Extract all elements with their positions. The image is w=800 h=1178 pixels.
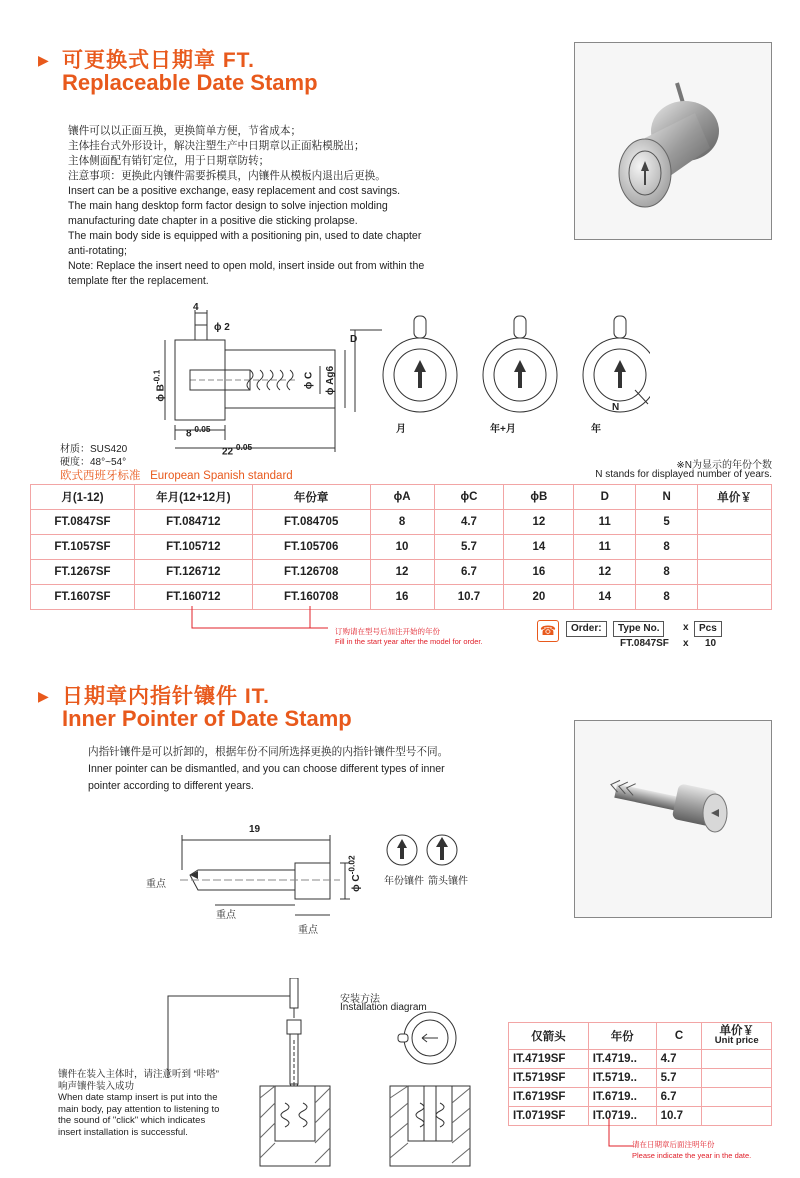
table-header: N	[636, 485, 698, 510]
table-cell	[698, 535, 772, 560]
table-cell: IT.6719SF	[509, 1088, 589, 1107]
desc-line: The main body side is equipped with a positioning pin, used to date chapter	[68, 230, 422, 242]
desc-line: 内指针镶件是可以折卸的，根据年份不同所选择更换的内指针镶件型号不同。	[88, 746, 449, 758]
label-point-3: 重点	[298, 925, 318, 936]
inner-pointer-photo	[574, 720, 772, 918]
section2-bullet-icon: ▶	[38, 688, 49, 704]
section1-bullet-icon: ▶	[38, 52, 49, 68]
order-type-label: Type No.	[613, 621, 664, 637]
table-cell: 16	[370, 585, 434, 610]
inner-pointer-spec-table	[508, 1022, 772, 1126]
section1-title-en: Replaceable Date Stamp	[62, 70, 318, 95]
table-cell: FT.105706	[252, 535, 370, 560]
table-cell: FT.160708	[252, 585, 370, 610]
table-cell: IT.6719..	[588, 1088, 656, 1107]
dim-4: 4	[193, 302, 199, 313]
table-cell: FT.1057SF	[31, 535, 135, 560]
table-cell: 14	[504, 535, 574, 560]
table-header: 年份章	[252, 485, 370, 510]
order-example-qty: 10	[705, 638, 717, 649]
desc-line: template fter the replacement.	[68, 275, 209, 287]
dim-N: N	[612, 402, 620, 413]
table-header-row	[509, 1023, 772, 1050]
n-note-cn: ※N为显示的年份个数	[676, 460, 772, 471]
order-example-type: FT.0847SF	[620, 638, 669, 649]
table-cell	[698, 560, 772, 585]
table-cell	[702, 1088, 772, 1107]
table-header: 月(1-12)	[31, 485, 135, 510]
desc-line: anti-rotating;	[68, 245, 127, 257]
table-header: 年份	[588, 1023, 656, 1050]
fill-note-en: Fill in the start year after the model for order.	[335, 637, 483, 646]
hardness-label: 硬度：48°~54°	[60, 457, 127, 468]
table-cell: 4.7	[434, 510, 504, 535]
dim-phiC: ϕ C	[303, 371, 315, 390]
table-header: ϕC	[434, 485, 504, 510]
desc-line: Note: Replace the insert need to open mold, insert inside out from within the	[68, 260, 425, 272]
fill-note-cn: 订购请在型号后加注开始的年份	[335, 627, 440, 636]
table-cell: 8	[636, 535, 698, 560]
table-header: 仅箭头	[509, 1023, 589, 1050]
table-cell: 11	[574, 535, 636, 560]
table-cell: IT.0719..	[588, 1107, 656, 1126]
desc-line: The main hang desktop form factor design to solve injection molding	[68, 200, 388, 212]
desc-line: 主体挂台式外形设计，解决注塑生产中日期章以正面粘模脱出；	[68, 140, 365, 152]
table-cell: 16	[504, 560, 574, 585]
material-label: 材质：SUS420	[60, 444, 128, 455]
table-cell: FT.160712	[134, 585, 252, 610]
n-note-en: N stands for displayed number of years.	[595, 469, 772, 480]
table-cell: FT.1267SF	[31, 560, 135, 585]
table-cell	[702, 1107, 772, 1126]
desc-line: 镶件可以以正面互换，更换简单方便，节省成本；	[68, 125, 302, 137]
section1-description	[68, 124, 478, 289]
note-line: When date stamp insert is put into the	[58, 1092, 218, 1103]
table-row	[509, 1107, 772, 1126]
table-cell: 12	[504, 510, 574, 535]
table-cell: FT.105712	[134, 535, 252, 560]
table-cell: 12	[574, 560, 636, 585]
section2-description	[88, 744, 488, 795]
date-note-cn: 请在日期章后面注明年份	[632, 1140, 715, 1149]
table-row	[509, 1088, 772, 1107]
table-cell: FT.1607SF	[31, 585, 135, 610]
table-header: D	[574, 485, 636, 510]
date-note-en: Please indicate the year in the date.	[632, 1151, 752, 1160]
table-cell: 11	[574, 510, 636, 535]
note-line: main body, pay attention to listening to	[58, 1103, 220, 1115]
table-header: C	[656, 1023, 702, 1050]
table-cell: 5.7	[656, 1069, 702, 1088]
table-cell: 6.7	[434, 560, 504, 585]
dim-phiB: ϕ $B^{-0.1}$	[151, 369, 167, 402]
order-x2: x	[683, 638, 689, 649]
table-cell: 8	[636, 585, 698, 610]
table-cell: 4.7	[656, 1050, 702, 1069]
table-header: 年月(12+12月)	[134, 485, 252, 510]
install-title-cn: 安装方法	[340, 994, 380, 1005]
label-year-insert: 年份镶件	[384, 876, 424, 887]
table-cell: 8	[370, 510, 434, 535]
table-cell: 5	[636, 510, 698, 535]
table-cell: 10.7	[434, 585, 504, 610]
table-cell	[702, 1069, 772, 1088]
table-cell: IT.5719..	[588, 1069, 656, 1088]
install-title-en: Installation diagram	[340, 1002, 427, 1013]
table-cell: FT.084712	[134, 510, 252, 535]
dim-19: 19	[249, 824, 261, 835]
label-year: 年	[591, 424, 601, 435]
table-cell: IT.4719SF	[509, 1050, 589, 1069]
dim-phi2: ϕ 2	[214, 322, 230, 333]
click-note	[58, 1069, 258, 1138]
table-row	[31, 585, 772, 610]
table-cell: FT.126708	[252, 560, 370, 585]
table-header	[702, 1023, 772, 1050]
table-row	[509, 1050, 772, 1069]
unit-price-cn: 单价￥	[719, 1025, 754, 1037]
fill-note-bracket	[190, 606, 330, 636]
table-cell: 20	[504, 585, 574, 610]
dim-22: $22^{-0.05}$	[222, 442, 253, 458]
desc-line: 注意事项：更换此内镶件需要拆模具，内镶件从模板内退出后更换。	[68, 170, 386, 182]
table-cell: FT.126712	[134, 560, 252, 585]
table-cell	[698, 510, 772, 535]
phone-icon: ☎	[537, 620, 559, 642]
table-cell: FT.084705	[252, 510, 370, 535]
table-header: 单价￥	[698, 485, 772, 510]
table-cell: IT.0719SF	[509, 1107, 589, 1126]
table-row	[31, 535, 772, 560]
section2-title-cn: 日期章内指针镶件 IT.	[62, 685, 271, 708]
label-point-2: 重点	[216, 910, 236, 921]
table-header-row	[31, 485, 772, 510]
table-cell: IT.4719..	[588, 1050, 656, 1069]
table-cell	[702, 1050, 772, 1069]
date-stamp-photo	[574, 42, 772, 240]
note-line: 镶件在装入主体时，请注意听到 “咔嗒”	[58, 1069, 219, 1080]
table-header: ϕB	[504, 485, 574, 510]
order-x1: x	[683, 622, 689, 633]
unit-price-en: Unit price	[714, 1035, 759, 1046]
section1-title-cn: 可更换式日期章 FT.	[62, 49, 255, 72]
table-cell: 5.7	[434, 535, 504, 560]
dim-D: D	[350, 334, 358, 345]
desc-line: manufacturing date chapter in a positive die sticking prolapse.	[68, 215, 358, 227]
table-cell	[698, 585, 772, 610]
order-label: Order:	[566, 621, 607, 637]
label-year-month: 年+月	[490, 424, 516, 435]
table-cell: 6.7	[656, 1088, 702, 1107]
table-cell: 8	[636, 560, 698, 585]
table-header: ϕA	[370, 485, 434, 510]
label-arrow-insert: 箭头镶件	[428, 876, 468, 887]
desc-line: pointer according to different years.	[88, 780, 254, 792]
standard-label: 欧式西班牙标准 European Spanish standard	[60, 470, 293, 482]
table-cell: IT.5719SF	[509, 1069, 589, 1088]
dim-phiC-pointer: ϕ $C^{-0.02}$	[346, 855, 362, 892]
table-cell: 10.7	[656, 1107, 702, 1126]
table-cell: FT.0847SF	[31, 510, 135, 535]
table-cell: 10	[370, 535, 434, 560]
dim-phiA: ϕ Ag6	[325, 365, 337, 396]
date-note-bracket	[605, 1118, 635, 1154]
desc-line: Inner pointer can be dismantled, and you can choose different types of inner	[88, 763, 445, 775]
dim-8: $8^{-0.05}$	[186, 424, 211, 440]
table-row	[509, 1069, 772, 1088]
section2-title-en: Inner Pointer of Date Stamp	[62, 706, 352, 731]
note-line: the sound of "click" which indicates	[58, 1115, 206, 1126]
order-pcs-label: Pcs	[694, 621, 722, 637]
label-month: 月	[396, 424, 406, 435]
table-row	[31, 560, 772, 585]
table-row	[31, 510, 772, 535]
desc-line: Insert can be a positive exchange, easy replacement and cost savings.	[68, 185, 401, 197]
table-cell: 14	[574, 585, 636, 610]
date-stamp-spec-table	[30, 484, 772, 610]
note-line: insert installation is successful.	[58, 1126, 188, 1138]
desc-line: 主体侧面配有销钉定位，用于日期章防转；	[68, 155, 270, 167]
note-line: 响声镶件装入成功	[58, 1080, 135, 1092]
table-cell: 12	[370, 560, 434, 585]
label-point-1: 重点	[146, 879, 166, 890]
